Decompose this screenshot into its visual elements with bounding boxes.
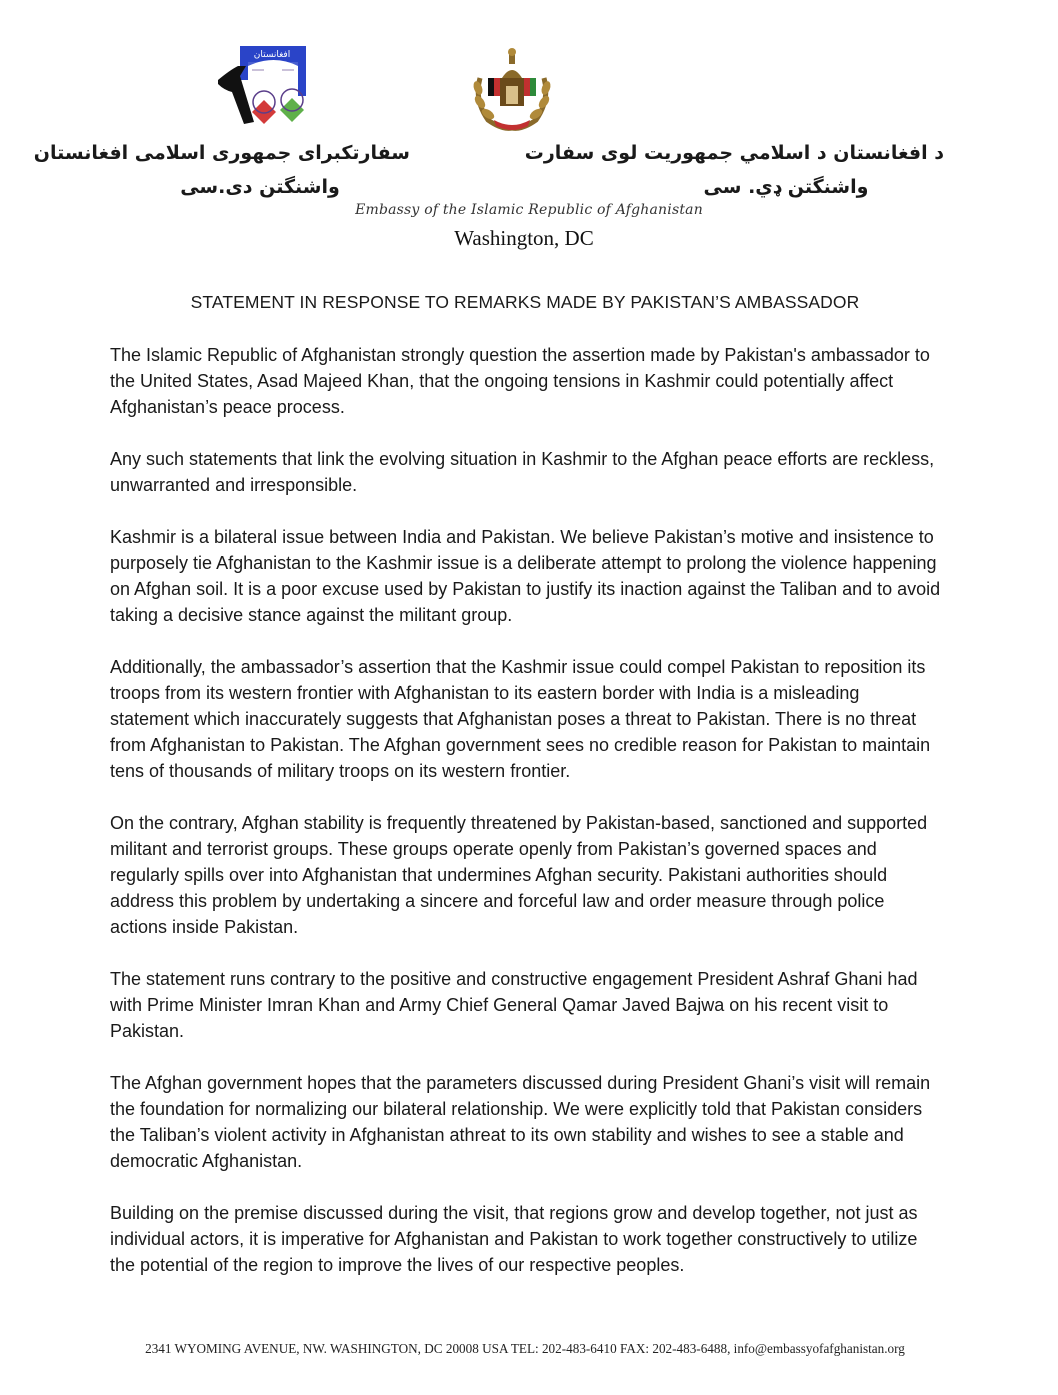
paragraph: Building on the premise discussed during the visit, that regions grow and develop together, not just as individual actors, it is imperative for Afghanistan and Pakistan to work together constructively to utilize the potential of the region to improve the lives of our respective peoples. bbox=[110, 1203, 918, 1275]
paragraph: Additionally, the ambassador’s assertion that the Kashmir issue could compel Pakistan to reposition its troops from its western frontier with Afghanistan to its eastern border with India is a misleading statement which inaccurately suggests that Afghanistan poses a threat to Pakistan. There is no threat from Afghanistan to Pakistan. The Afghan government sees no credible reason for Pakistan to maintain tens of thousands of military troops on its western frontier. bbox=[110, 657, 931, 781]
paragraph: The statement runs contrary to the positive and constructive engagement President Ashraf Ghani had with Prime Minister Imran Khan and Army Chief General Qamar Javed Bajwa on his recent visit to Pakistan. bbox=[110, 969, 918, 1041]
statement-body bbox=[110, 342, 942, 1304]
paragraph: The Islamic Republic of Afghanistan strongly question the assertion made by Pakistan's ambassador to the United States, Asad Majeed Khan, that the ongoing tensions in Kashmir could potentially affect Afghanistan’s peace process. bbox=[110, 345, 930, 417]
pashto-line-2: واشنگتن ډي. سی bbox=[703, 176, 869, 198]
dari-embassy-name bbox=[33, 136, 410, 204]
paragraph: The Afghan government hopes that the parameters discussed during President Ghani’s visit will remain the foundation for normalizing our bilateral relationship. We were explicitly told that Pakistan considers the Taliban’s violent activity in Afghanistan athreat to its own stability and wishes to see a stable and democratic Afghanistan. bbox=[110, 1073, 931, 1171]
embassy-english-script: Embassy of the Islamic Republic of Afghanistan bbox=[355, 202, 703, 218]
embassy-city: Washington, DC bbox=[454, 226, 594, 250]
statement-heading: STATEMENT IN RESPONSE TO REMARKS MADE BY PAKISTAN’S AMBASSADOR bbox=[190, 292, 860, 312]
afghanistan-national-emblem-icon bbox=[466, 44, 558, 132]
logo-inner-text: افغانستان bbox=[253, 50, 291, 60]
afghanistan-centenary-100-logo-icon bbox=[212, 40, 312, 132]
paragraph: Kashmir is a bilateral issue between India and Pakistan. We believe Pakistan’s motive and insistence to purposely tie Afghanistan to the Kashmir issue is a deliberate attempt to prolong the violence happening on Afghan soil. It is a poor excuse used by Pakistan to justify its inaction against the Taliban and to avoid taking a decisive stance against the militant group. bbox=[110, 527, 941, 625]
pashto-line-1: د افغانستان د اسلامي جمهوريت لوی سفارت bbox=[524, 142, 944, 164]
dari-line-2: واشنگتن دی.سی bbox=[180, 176, 340, 198]
footer-address: 2341 WYOMING AVENUE, NW. WASHINGTON, DC 20008 USA TEL: 202-483-6410 FAX: 202-483-6488, info@embassyofafghanistan.org bbox=[145, 1341, 905, 1356]
paragraph: Any such statements that link the evolving situation in Kashmir to the Afghan peace efforts are reckless, unwarranted and irresponsible. bbox=[110, 449, 935, 495]
dari-line-1: سفارتکبرای جمهوری اسلامی افغانستان bbox=[33, 142, 410, 164]
paragraph: On the contrary, Afghan stability is frequently threatened by Pakistan-based, sanctioned and supported militant and terrorist groups. These groups operate openly from Pakistan’s governed spaces and regularly spills over into Afghanistan that undermines Afghan security. Pakistani authorities should address this problem by undertaking a sincere and forceful law and order measure through police actions inside Pakistan. bbox=[110, 813, 928, 937]
pashto-embassy-name bbox=[524, 136, 944, 204]
